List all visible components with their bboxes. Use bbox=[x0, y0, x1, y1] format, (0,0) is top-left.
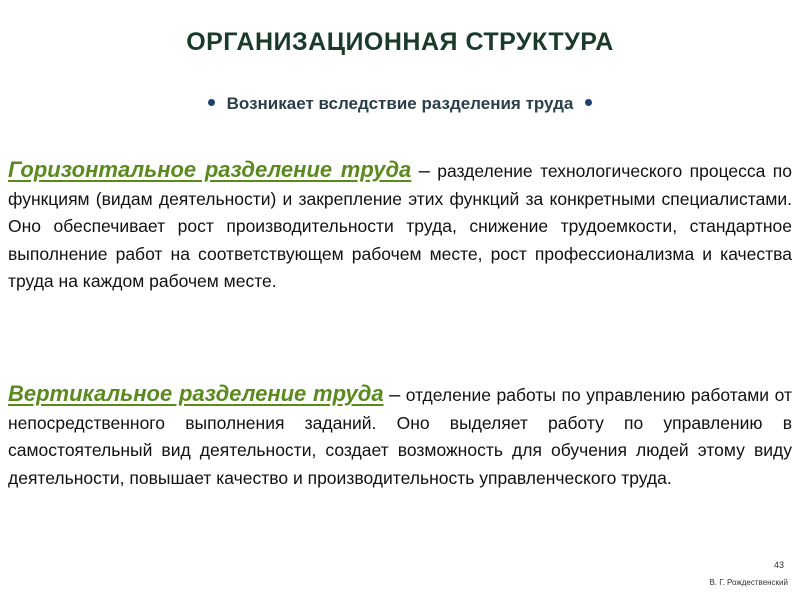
vertical-division-text: отделение работы по управлению работами от непосредственного выполнения заданий. Оно выделяет работу по управлению в самостоятельный вид деятельности, создает возможность для обучения людей этому виду деятельности, повышает качество и производительность управленческого труда. bbox=[8, 385, 792, 488]
subtitle-text: Возникает вследствие разделения труда bbox=[226, 94, 574, 113]
author-credit: В. Г. Рождественский bbox=[709, 578, 788, 587]
horizontal-division-term: Горизонтальное разделение труда bbox=[8, 157, 412, 182]
vertical-division-term: Вертикальное разделение труда bbox=[8, 381, 384, 406]
subtitle-line bbox=[0, 94, 800, 114]
horizontal-division-paragraph bbox=[8, 156, 792, 296]
vertical-division-dash: – bbox=[389, 384, 401, 406]
bullet-dot-icon bbox=[208, 99, 215, 106]
horizontal-division-dash: – bbox=[418, 160, 430, 182]
vertical-division-paragraph bbox=[8, 380, 792, 492]
slide-title: ОРГАНИЗАЦИОННАЯ СТРУКТУРА bbox=[186, 28, 614, 56]
bullet-dot-icon bbox=[585, 99, 592, 106]
horizontal-division-text: разделение технологического процесса по функциям (видам деятельности) и закрепление этих функций за конкретными специалистами. Оно обеспечивает рост производительности труда, снижение трудоемкости, стандартное выполнение работ на соответствующем рабочем месте, рост профессионализма и качества труда на каждом рабочем месте. bbox=[8, 161, 792, 291]
page-number: 43 bbox=[773, 560, 784, 570]
